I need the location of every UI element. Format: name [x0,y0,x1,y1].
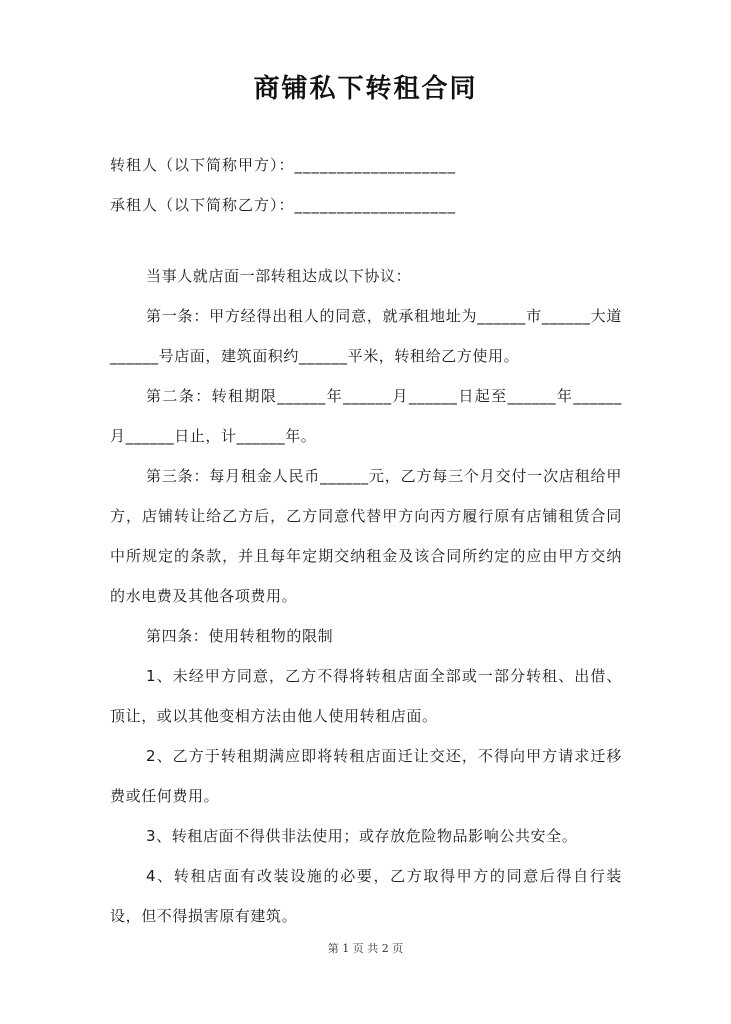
article-1-paragraph: 第一条：甲方经得出租人的同意，就承租地址为______市______大道______号店面，建筑面积约______平米，转租给乙方使用。 [110,307,622,365]
article-4-heading: 第四条：使用转租物的限制 [146,627,334,645]
restriction-1-paragraph: 1、未经甲方同意，乙方不得将转租店面全部或一部分转租、出借、顶让，或以其他变相方法由他人使用转租店面。 [110,667,622,725]
intro-paragraph: 当事人就店面一部转租达成以下协议： [146,267,412,285]
sublessee-line: 承租人（以下简称乙方）：___________________ [110,196,457,214]
restriction-3-paragraph: 3、转租店面不得供非法使用；或存放危险物品影响公共安全。 [146,827,578,845]
sublessor-line: 转租人（以下简称甲方）：___________________ [110,156,457,174]
document-title: 商铺私下转租合同 [253,74,478,104]
page-number-footer: 第 1 页 共 2 页 [327,942,404,955]
restriction-4-paragraph: 4、转租店面有改装设施的必要，乙方取得甲方的同意后得自行装设，但不得损害原有建筑。 [110,867,622,925]
article-2-paragraph: 第二条：转租期限______年______月______日起至______年______月______日止，计______年。 [110,387,622,445]
contract-body [110,256,622,936]
article-3-paragraph: 第三条：每月租金人民币______元，乙方每三个月交付一次店租给甲方，店铺转让给乙方后，乙方同意代替甲方向丙方履行原有店铺租赁合同中所规定的条款，并且每年定期交纳租金及该合同所约定的应由甲方交纳的水电费及其他各项费用。 [110,467,622,605]
restriction-2-paragraph: 2、乙方于转租期满应即将转租店面迁让交还，不得向甲方请求迁移费或任何费用。 [110,747,622,805]
